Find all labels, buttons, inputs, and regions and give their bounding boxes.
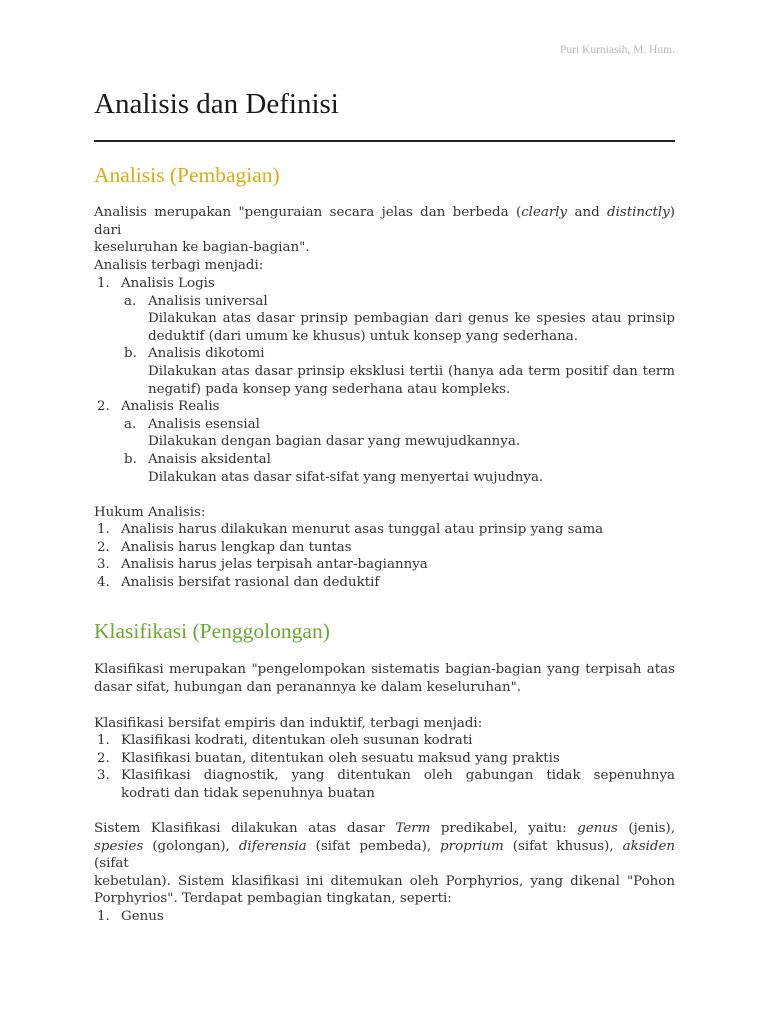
page-title: Analisis dan Definisi bbox=[94, 88, 339, 120]
heading-analisis: Analisis (Pembagian) bbox=[94, 163, 280, 187]
analisis-terbagi: Analisis terbagi menjadi: bbox=[94, 258, 264, 273]
tingkatan-list bbox=[94, 908, 675, 926]
sub-list-item: a. Analisis esensial Dilakukan dengan bagian dasar yang mewujudkannya. bbox=[124, 416, 521, 450]
hukum-heading: Hukum Analisis: bbox=[94, 505, 206, 520]
list-item: 1. Genus bbox=[97, 909, 164, 924]
list-item: 1. Analisis Logis bbox=[97, 276, 215, 291]
list-item: 3. Klasifikasi diagnostik, yang ditentukan oleh gabungan tidak sepenuhnya kodrati dan tidak sepenuhnya buatan bbox=[97, 768, 675, 801]
hukum-list bbox=[94, 521, 675, 591]
analisis-intro bbox=[94, 204, 675, 257]
sub-list-item: b. Analisis dikotomi Dilakukan atas dasar prinsip eksklusi tertii (hanya ada term positif dan term negatif) pada konsep yang sederhana atau kompleks. bbox=[124, 346, 675, 397]
sub-list-item: b. Anaisis aksidental Dilakukan atas dasar sifat-sifat yang menyertai wujudnya. bbox=[124, 451, 544, 485]
list-item: 2. Analisis harus lengkap dan tuntas bbox=[97, 539, 352, 555]
klasifikasi-intro: Klasifikasi merupakan "pengelompokan sistematis bagian-bagian yang terpisah atas dasar sifat, hubungan dan peranannya ke dalam keseluruhan". bbox=[94, 662, 675, 695]
title-divider bbox=[94, 140, 675, 142]
header-author: Puri Kurniasih, M. Hum. bbox=[560, 44, 675, 56]
sub-list-item: a. Analisis universal Dilakukan atas dasar prinsip pembagian dari genus ke spesies atau prinsip deduktif (dari umum ke khusus) untuk konsep yang sederhana. bbox=[124, 293, 675, 344]
analisis-intro-line-2: keseluruhan ke bagian-bagian". bbox=[94, 240, 310, 256]
list-item: 2. Klasifikasi buatan, ditentukan oleh sesuatu maksud yang praktis bbox=[97, 750, 560, 766]
analisis-list bbox=[94, 275, 675, 486]
list-item: 3. Analisis harus jelas terpisah antar-bagiannya bbox=[97, 557, 428, 573]
list-item: 2. Analisis Realis bbox=[97, 399, 220, 415]
klasifikasi-terbagi: Klasifikasi bersifat empiris dan induktif, terbagi menjadi: bbox=[94, 716, 483, 731]
analisis-intro-line-1: Analisis merupakan "penguraian secara jelas dan berbeda (clearly and distinctly) dari bbox=[94, 205, 675, 238]
list-item: 1. Klasifikasi kodrati, ditentukan oleh susunan kodrati bbox=[97, 733, 473, 748]
sistem-klasifikasi-paragraph: Sistem Klasifikasi dilakukan atas dasar Term predikabel, yaitu: genus (jenis), spesies (golongan), diferensia (sifat pembeda), proprium (sifat khusus), aksiden (sifat kebetulan). Sistem klasifikasi ini ditemukan oleh Porphyrios, yang dikenal "Pohon Porphyrios". Terdapat pembagian tingkatan, seperti: bbox=[94, 821, 676, 907]
list-item: 4. Analisis bersifat rasional dan deduktif bbox=[97, 574, 380, 590]
list-item: 1. Analisis harus dilakukan menurut asas tunggal atau prinsip yang sama bbox=[97, 522, 604, 537]
klasifikasi-list bbox=[94, 732, 675, 802]
heading-klasifikasi: Klasifikasi (Penggolongan) bbox=[94, 619, 330, 643]
